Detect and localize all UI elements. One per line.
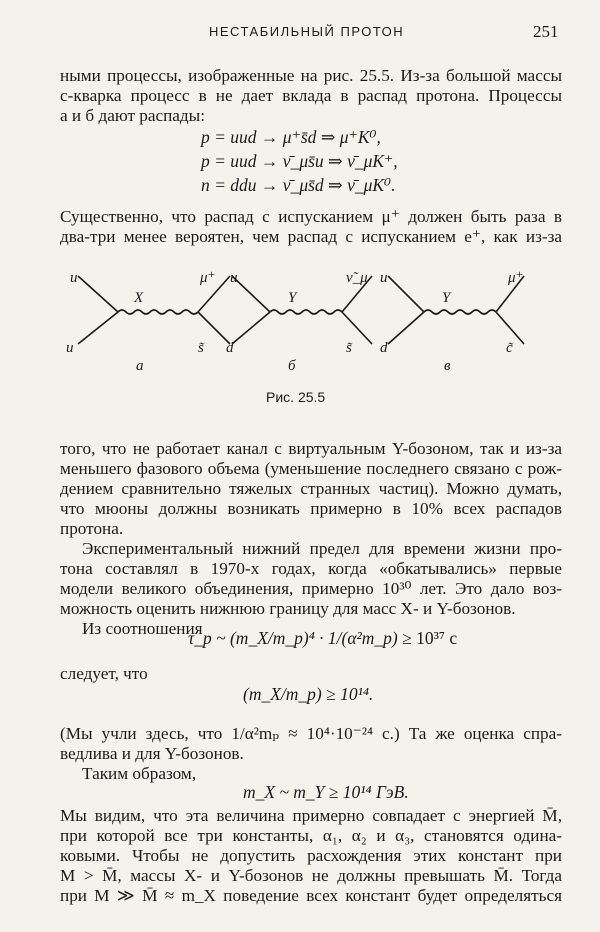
diagram-b-out-bottom: s̃ [346, 340, 352, 356]
equation-lifetime-rhs: ≥ 10³⁷ с [402, 628, 458, 648]
text-line: при которой все три константы, α₁, α₂ и α₃, становятся одина- [60, 826, 562, 845]
text-line: Из соотношения [82, 619, 203, 638]
diagram-a-in-top: u [70, 270, 78, 286]
text-line: Таким образом, [82, 764, 197, 783]
diagram-c-in-bottom: d [380, 340, 388, 356]
text-line: Мы видим, что эта величина примерно совпадает с энергией M̄, [60, 806, 562, 825]
text-line: Экспериментальный нижний предел для времени жизни про- [82, 539, 562, 558]
text-line: M > M̄, массы X- и Y-бозонов не должны превышать M̄. Тогда [60, 866, 562, 885]
diagram-a-out-bottom: s̃ [198, 340, 204, 356]
equation-decay-3: n = ddu → ν̄_μs̄d ⇒ ν̄_μK⁰. [201, 175, 396, 195]
text-line: можность оценить нижнюю границу для масс X- и Y-бозонов. [60, 599, 516, 618]
diagram-a-label: а [136, 358, 144, 374]
text-line: следует, что [60, 664, 148, 683]
diagram-a-boson: X [134, 290, 144, 306]
page-number: 251 [533, 22, 559, 41]
text-line: что мюоны должны возникать примерно в 10% всех распадов [60, 499, 562, 518]
figure-caption: Рис. 25.5 [266, 389, 326, 405]
diagram-c-boson: Y [442, 290, 451, 306]
diagram-c-out-top: μ⁺ [508, 270, 524, 286]
text-line: тона составлял в 1970-х годах, когда «обкатывались» первые [60, 559, 562, 578]
equation-lifetime [188, 628, 457, 649]
text-line: протона. [60, 519, 124, 538]
diagram-b-in-top: u [230, 270, 238, 286]
diagram-a-out-top: μ⁺ [200, 270, 216, 286]
text-line: ведлива и для Y-бозонов. [60, 744, 244, 763]
diagram-c-in-top: u [380, 270, 388, 286]
equation-decay-1: p = uud → μ⁺s̄d ⇒ μ⁺K⁰, [201, 127, 381, 147]
diagram-c-out-bottom: c̃ [506, 340, 513, 356]
text-line: (Мы учли здесь, что 1/α²mₚ ≈ 10⁴·10⁻²⁴ с.) Та же оценка спра- [60, 724, 562, 743]
text-line: c-кварка процесс в не дает вклада в распад протона. Процессы [60, 86, 562, 105]
text-line: дением сравнительно тяжелых странных частиц). Можно думать, [60, 479, 562, 498]
text-line: а и б дают распады: [60, 106, 206, 125]
diagram-b-in-bottom: d [226, 340, 234, 356]
diagram-b-boson: Y [288, 290, 297, 306]
equation-mass-bound: m_X ~ m_Y ≥ 10¹⁴ ГэВ. [243, 782, 409, 802]
text-line: модели великого объединения, примерно 10³⁰ лет. Это дало воз- [60, 579, 562, 598]
diagram-b-out-top: ν̃_μ [346, 270, 368, 286]
text-line: того, что не работает канал с виртуальным Y-бозоном, так и из-за [60, 439, 562, 458]
equation-lifetime-lhs: τ_p ~ (m_X/m_p)⁴ · 1/(α²m_p) [188, 628, 398, 648]
text-line: при M ≫ M̄ ≈ m_X поведение всех констант будет определяться [60, 886, 562, 905]
text-line: меньшего фазового объема (уменьшение последнего связано с рож- [60, 459, 562, 478]
text-line: ными процессы, изображенные на рис. 25.5. Из-за большой массы [60, 66, 562, 85]
diagram-b-label: б [288, 358, 296, 374]
running-header: НЕСТАБИЛЬНЫЙ ПРОТОН [209, 24, 405, 39]
text-line: Существенно, что распад с испусканием μ⁺ должен быть раза в [60, 207, 562, 226]
feynman-diagrams-figure [50, 258, 570, 386]
diagram-a-in-bottom: u [66, 340, 74, 356]
equation-mass-ratio: (m_X/m_p) ≥ 10¹⁴. [243, 684, 374, 704]
diagram-c-label: в [444, 358, 451, 374]
equation-decay-2: p = uud → ν̄_μs̄u ⇒ ν̄_μK⁺, [201, 151, 398, 171]
text-line: ковыми. Чтобы не допустить расхождения этих констант при [60, 846, 562, 865]
text-line: два-три менее вероятен, чем распад с испусканием e⁺, как из-за [60, 227, 562, 246]
